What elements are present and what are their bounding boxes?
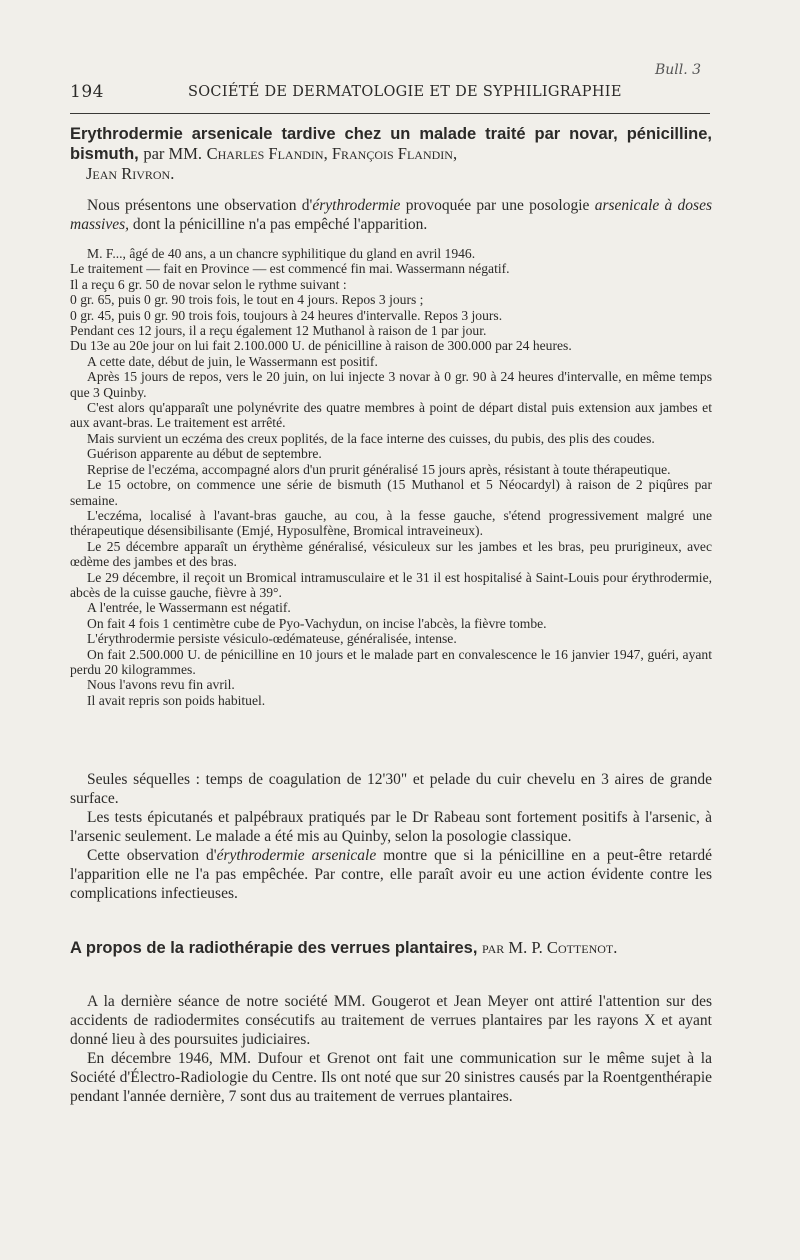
article1-authors-line2: Jean Rivron. bbox=[86, 164, 175, 183]
case-line: On fait 2.500.000 U. de pénicilline en 10 jours et le malade part en convalescence le 16 janvier 1947, guéri, ayant perdu 20 kilogrammes. bbox=[70, 646, 712, 677]
bulletin-mark: Bull. 3 bbox=[655, 62, 702, 78]
concl3-em: érythrodermie arsenicale bbox=[216, 847, 377, 864]
case-report bbox=[70, 246, 712, 708]
intro-em2: arsenicale à doses massives, bbox=[70, 197, 712, 233]
intro-text-b: provoquée par une posologie bbox=[400, 197, 595, 214]
case-line: C'est alors qu'apparaît une polynévrite des quatre membres à point de départ distal puis extension aux jambes et aux avant-bras. Le traitement est arrêté. bbox=[70, 400, 712, 431]
article2-body bbox=[70, 992, 712, 1106]
case-line: Le 15 octobre, on commence une série de bismuth (15 Muthanol et 5 Néocardyl) à raison de 2 piqûres par semaine. bbox=[70, 477, 712, 508]
case-line: Reprise de l'eczéma, accompagné alors d'un prurit généralisé 15 jours après, résistant à toute thérapeutique. bbox=[87, 461, 671, 477]
running-head: SOCIÉTÉ DE DERMATOLOGIE ET DE SYPHILIGRAPHIE bbox=[188, 84, 622, 100]
case-line: L'érythrodermie persiste vésiculo-œdémateuse, généralisée, intense. bbox=[87, 631, 457, 647]
article1-title-text: Erythrodermie arsenicale tardive chez un malade traité par novar, pénicilline, bismuth, bbox=[70, 125, 712, 163]
conclusion-paragraph-2: Les tests épicutanés et palpébraux pratiqués par le Dr Rabeau sont fortement positifs à l'arsenic, à l'arsenic seulement. Le malade a été mis au Quinby, selon la posologie classique. bbox=[70, 809, 712, 845]
article1-conclusion bbox=[70, 770, 712, 903]
conclusion-paragraph-3 bbox=[70, 846, 712, 903]
intro-paragraph bbox=[70, 196, 712, 234]
case-line: Le 29 décembre, il reçoit un Bromical intramusculaire et le 31 il est hospitalisé à Saint-Louis pour érythrodermie, abcès de la cuisse gauche, fièvre à 39°. bbox=[70, 569, 712, 600]
article2-title-block bbox=[70, 938, 712, 958]
case-line: Après 15 jours de repos, vers le 20 juin, on lui injecte 3 novar à 0 gr. 90 à 24 heures d'intervalle, en même temps que 3 Quinby. bbox=[70, 369, 712, 400]
concl3-text-b: montre que si la pénicilline en a peut-être retardé l'apparition elle ne l'a pas empêchée. Par contre, elle paraît avoir eu une action évidente contre les complications infectieuses. bbox=[70, 847, 712, 902]
article2-title bbox=[70, 938, 712, 958]
case-line: 0 gr. 65, puis 0 gr. 90 trois fois, le tout en 4 jours. Repos 3 jours ; bbox=[70, 292, 424, 308]
case-line: M. F..., âgé de 40 ans, a un chancre syphilitique du gland en avril 1946. bbox=[87, 246, 476, 261]
article2-title-text: A propos de la radiothérapie des verrues plantaires, bbox=[70, 939, 478, 957]
case-line: Pendant ces 12 jours, il a reçu également 12 Muthanol à raison de 1 par jour. bbox=[70, 323, 487, 339]
article2-paragraph-1: A la dernière séance de notre société MM. Gougerot et Jean Meyer ont attiré l'attention sur des accidents de radiodermites consécutifs au traitement de verrues plantaires par les rayons X et ayant donné lieu à des poursuites judiciaires. bbox=[70, 993, 712, 1048]
case-line: L'eczéma, localisé à l'avant-bras gauche, au cou, à la fesse gauche, s'étend progressivement malgré une thérapeutique désensibilisante (Emjé, Hyposulfène, Bromical intraveineux). bbox=[70, 507, 712, 539]
case-line: Nous l'avons revu fin avril. bbox=[87, 677, 235, 693]
case-line: Il avait repris son poids habituel. bbox=[87, 692, 266, 708]
article1-title bbox=[70, 124, 712, 164]
case-line: A l'entrée, le Wassermann est négatif. bbox=[87, 600, 291, 616]
page-number: 194 bbox=[70, 82, 104, 102]
case-line: Mais survient un eczéma des creux poplités, de la face interne des cuisses, du pubis, des plis des coudes. bbox=[87, 430, 655, 446]
case-line: Le 25 décembre apparaît un érythème généralisé, vésiculeux sur les jambes et les bras, peu prurigineux, avec œdème des jambes et des bras. bbox=[70, 538, 712, 570]
concl3-text-a: Cette observation d' bbox=[87, 847, 217, 864]
article1-authors-line1: Charles Flandin, François Flandin, bbox=[206, 144, 458, 163]
case-line: A cette date, début de juin, le Wassermann est positif. bbox=[87, 353, 378, 369]
conclusion-paragraph-1: Seules séquelles : temps de coagulation de 12'30" et pelade du cuir chevelu en 3 aires de grande surface. bbox=[70, 771, 712, 807]
case-line: Il a reçu 6 gr. 50 de novar selon le rythme suivant : bbox=[70, 276, 347, 292]
case-line: Guérison apparente au début de septembre. bbox=[87, 446, 322, 462]
article2-by: par M. P. Cottenot. bbox=[482, 938, 618, 957]
case-line: On fait 4 fois 1 centimètre cube de Pyo-Vachydun, on incise l'abcès, la fièvre tombe. bbox=[87, 615, 547, 631]
article2-paragraph-2: En décembre 1946, MM. Dufour et Grenot ont fait une communication sur le même sujet à la Société d'Électro-Radiologie du Centre. Ils ont noté que sur 20 sinistres causés par la Roentgenthérapie pendant l'année dernière, 7 sont dus au traitement de verrues plantaires. bbox=[70, 1050, 712, 1105]
case-line: Le traitement — fait en Province — est commencé fin mai. Wassermann négatif. bbox=[70, 261, 510, 277]
intro-em1: érythrodermie bbox=[312, 197, 401, 214]
article1-by: par MM. bbox=[143, 144, 203, 163]
header-rule bbox=[70, 113, 710, 114]
article1-intro bbox=[70, 196, 712, 234]
intro-text-c: dont la pénicilline n'a pas empêché l'apparition. bbox=[128, 216, 428, 233]
case-line: Du 13e au 20e jour on lui fait 2.100.000 U. de pénicilline à raison de 300.000 par 24 heures. bbox=[70, 338, 572, 354]
case-line: 0 gr. 45, puis 0 gr. 90 trois fois, toujours à 24 heures d'intervalle. Repos 3 jours. bbox=[70, 307, 503, 323]
intro-text-a: Nous présentons une observation d' bbox=[87, 197, 313, 214]
article1-title-block bbox=[70, 124, 712, 184]
